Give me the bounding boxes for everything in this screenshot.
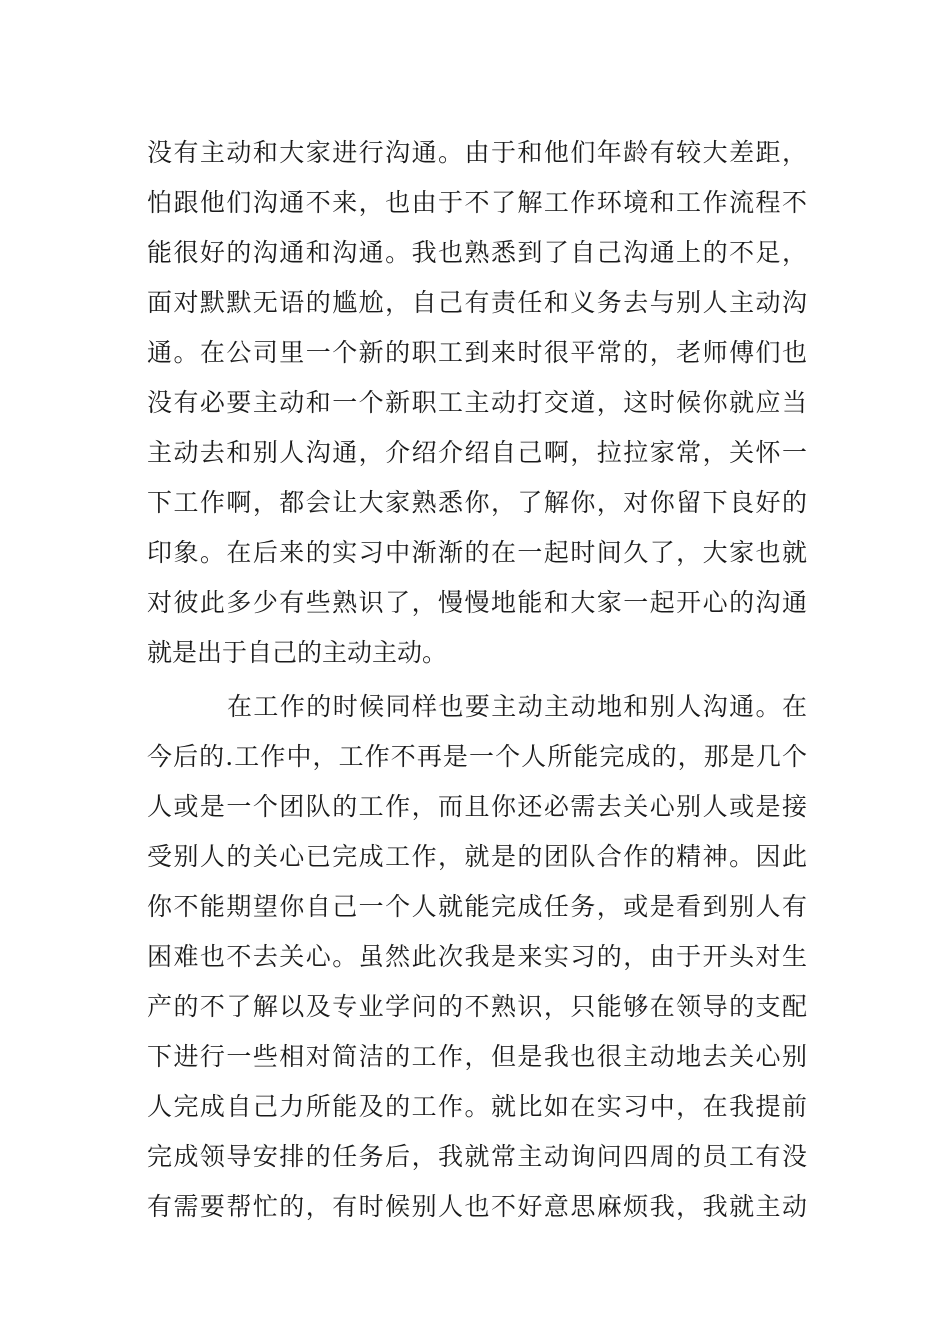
text-line: 困难也不去关心。虽然此次我是来实习的，由于开头对生 — [147, 942, 807, 971]
text-line: 下进行一些相对简洁的工作，但是我也很主动地去关心别 — [147, 1042, 807, 1071]
text-line: 人或是一个团队的工作，而且你还必需去关心别人或是接 — [147, 792, 807, 821]
text-line: 有需要帮忙的，有时候别人也不好意思麻烦我，我就主动 — [147, 1192, 807, 1221]
text-line: 完成领导安排的任务后，我就常主动询问四周的员工有没 — [147, 1142, 807, 1171]
text-line: 通。在公司里一个新的职工到来时很平常的，老师傅们也 — [147, 338, 807, 367]
text-line: 今后的.工作中，工作不再是一个人所能完成的，那是几个 — [147, 742, 807, 771]
text-line: 怕跟他们沟通不来，也由于不了解工作环境和工作流程不 — [147, 188, 807, 217]
text-line: 产的不了解以及专业学问的不熟识，只能够在领导的支配 — [147, 992, 807, 1021]
text-line: 对彼此多少有些熟识了，慢慢地能和大家一起开心的沟通 — [147, 588, 807, 617]
paragraph-1 — [147, 128, 807, 678]
text-line: 你不能期望你自己一个人就能完成任务，或是看到别人有 — [147, 892, 807, 921]
text-line: 受别人的关心已完成工作，就是的团队合作的精神。因此 — [147, 842, 807, 871]
text-line: 主动去和别人沟通，介绍介绍自己啊，拉拉家常，关怀一 — [147, 438, 807, 467]
text-line: 下工作啊，都会让大家熟悉你，了解你，对你留下良好的 — [147, 488, 807, 517]
text-line: 在工作的时候同样也要主动主动地和别人沟通。在 — [227, 692, 807, 721]
text-line: 没有主动和大家进行沟通。由于和他们年龄有较大差距， — [147, 138, 807, 167]
text-line: 能很好的沟通和沟通。我也熟悉到了自己沟通上的不足， — [147, 238, 807, 267]
text-line: 就是出于自己的主动主动。 — [147, 638, 448, 667]
text-line: 人完成自己力所能及的工作。就比如在实习中，在我提前 — [147, 1092, 807, 1121]
text-line: 面对默默无语的尴尬，自己有责任和义务去与别人主动沟 — [147, 288, 807, 317]
text-line: 印象。在后来的实习中渐渐的在一起时间久了，大家也就 — [147, 538, 807, 567]
document-body — [147, 128, 807, 1232]
paragraph-2 — [147, 682, 807, 1232]
text-line: 没有必要主动和一个新职工主动打交道，这时候你就应当 — [147, 388, 807, 417]
